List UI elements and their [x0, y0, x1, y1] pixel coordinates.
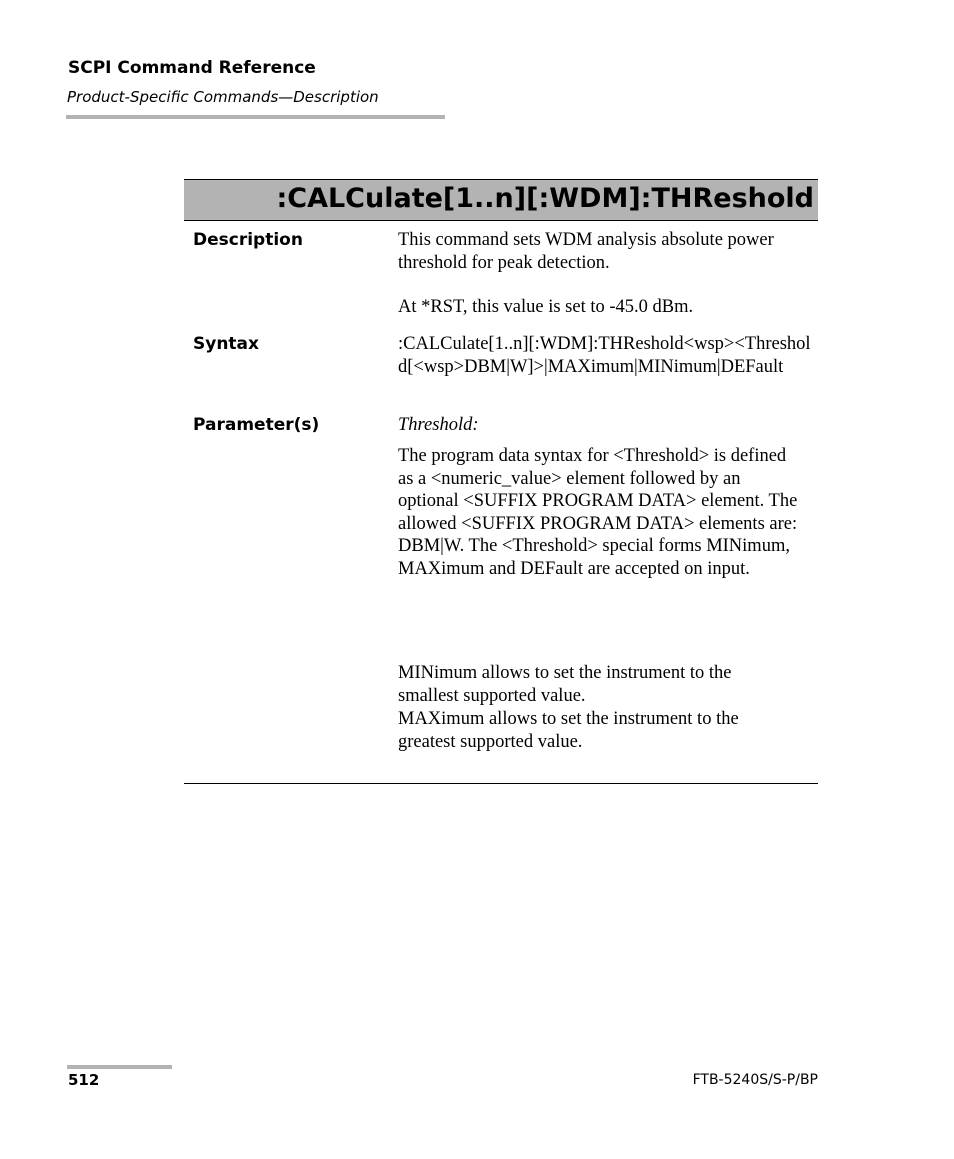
parameter-maximum: MAXimum allows to set the instrument to the greatest supported value.: [398, 709, 739, 752]
page-number: 512: [68, 1071, 100, 1089]
section-subtitle: Product-Specific Commands—Description: [67, 88, 379, 106]
description-rst: At *RST, this value is set to -45.0 dBm.: [398, 297, 694, 317]
section-title: SCPI Command Reference: [68, 58, 316, 78]
footer-rule: [67, 1065, 172, 1069]
command-title-bar: [184, 179, 818, 221]
parameter-minimum: MINimum allows to set the instrument to the smallest supported value.: [398, 663, 732, 706]
parameter-name: Threshold:: [398, 415, 479, 435]
description-text: This command sets WDM analysis absolute power threshold for peak detection.: [398, 230, 774, 273]
header-rule: [66, 115, 445, 119]
parameters-label: Parameter(s): [193, 415, 320, 435]
parameter-definition: The program data syntax for <Threshold> is defined as a <numeric_value> element followed by an optional <SUFFIX PROGRAM DATA> element. The allowed <SUFFIX PROGRAM DATA> elements are: DBM|W. The <Threshold> special forms MINimum, MAXimum and DEFault are accepted on input.: [398, 446, 798, 579]
document-id: FTB-5240S/S-P/BP: [692, 1072, 818, 1088]
syntax-label: Syntax: [193, 334, 259, 354]
command-name: :CALCulate[1..n][:WDM]:THReshold: [276, 183, 814, 214]
table-bottom-rule: [184, 783, 818, 784]
syntax-text: :CALCulate[1..n][:WDM]:THReshold<wsp><Threshold[<wsp>DBM|W]>|MAXimum|MINimum|DEFault: [398, 334, 811, 377]
description-label: Description: [193, 230, 303, 250]
